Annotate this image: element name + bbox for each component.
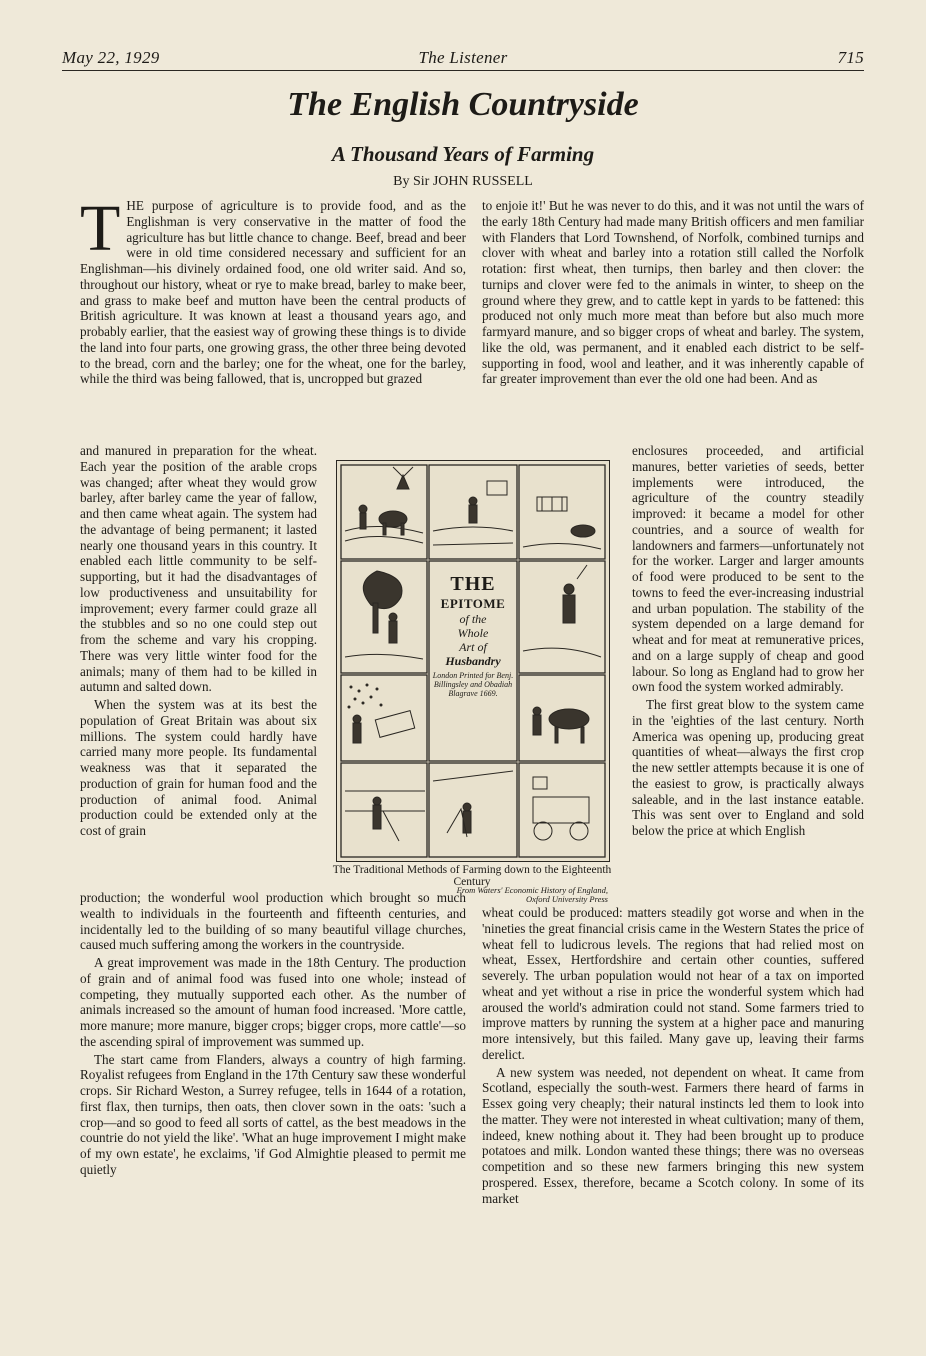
paragraph: production; the wonderful wool production which brought so much wealth to individuals in the fourteenth and fifteenth centuries, and incidentally led to the building of so many beautiful village churches, caused much suffering among the workers in the countryside.: [80, 890, 466, 953]
column-1-top: [80, 192, 466, 389]
woodcut-title-line: Art of: [459, 640, 487, 654]
paragraph: The start came from Flanders, always a country of high farming. Royalist refugees from England in the 17th Century saw these wonderful crops. Sir Richard Weston, a Surrey refugee, tells in 1644 of a rotation, first flax, then turnips, then oats, then clover sown in the oats: 'such a crop—and so good to feed all sorts of cattel, as the best meadows in the countrie do not yield the like'. 'What an huge improvement I might make of my own estate', he exclaims, 'if God Almightie pleased to permit me quietly: [80, 1051, 466, 1177]
paragraph: enclosures proceeded, and artificial manures, better varieties of seeds, better implements were introduced, the agriculture of the country steadily improved: it became a model for other countries, and a source of wealth for landowners and farmers—unfortunately not for the worker. Larger and larger amounts of food were produced to be sent to the towns to feed the ever-increasing industrial and urban population. The stability of the system depended on a large demand for wheat and for meat at remunerative prices, and on a large supply of cheap and good labour. So long as England had to grow her own food the system worked admirably.: [632, 443, 864, 695]
figure-caption: The Traditional Methods of Farming down to the Eighteenth Century: [332, 864, 612, 888]
column-2-narrow: [632, 443, 864, 841]
paragraph-text: HE purpose of agriculture is to provide food, and as the Englishman is very conservative in the matter of food the agriculture has but little chance to change. Beef, bread and beer were in old time considered necessary and sufficient for an Englishman—his divinely ordained food, one old writer said. And so, throughout our history, wheat or rye to make bread, barley to make beer, and grass to make beef and mutton have been the central products of British agriculture. It was known at least a thousand years ago, and probably earlier, that the easiest way of growing these things is to divide the land into four parts, one growing grass, the other three being devoted to the bread, corn and the barley; one for the wheat, one for the barley, while the third was being fallowed, that is, uncropped but grazed: [80, 198, 466, 387]
page-number: 715: [837, 48, 864, 67]
woodcut-title-line: EPITOME: [440, 596, 506, 611]
column-1-bottom: [80, 890, 466, 1180]
paragraph: A great improvement was made in the 18th Century. The production of grain and of animal food was fused into one whole; instead of competing, they mutually supported each other. As the number of animals increased so the amount of human food increased. 'More cattle, more manure; more manure, bigger crops; bigger crops, more cattle'—so the ascending spiral of improvement was summed up.: [80, 955, 466, 1049]
header-rule: [62, 70, 864, 71]
article-byline: By Sir JOHN RUSSELL: [393, 174, 533, 189]
issue-date: May 22, 1929: [62, 48, 160, 67]
column-2-top: [482, 198, 864, 389]
woodcut-imprint: London Printed for Benj. Billingsley and Obadiah Blagrave 1669.: [432, 671, 514, 698]
paragraph: wheat could be produced: matters steadily got worse and when in the 'nineties the great financial crisis came in the Western States the price of wheat fell to ludicrous levels. The regions that had relied most on wheat, Essex, Hertfordshire and certain other counties, suffered severely. The urban population would not hear of a tax on imported wheat and yet without a rise in price the wonderful system which had aroused the world's admiration could not stand. Some farmers tried to improve matters by running the system at a higher pace and manuring more intensively, but this failed. Many gave up, leaving their farms derelict.: [482, 905, 864, 1062]
publication-name: The Listener: [418, 48, 508, 67]
column-2-bottom: [482, 905, 864, 1208]
woodcut-title-line: of the: [459, 612, 487, 626]
drop-cap: T: [80, 192, 121, 265]
article-subtitle: A Thousand Years of Farming: [331, 142, 595, 166]
woodcut-title-line: Whole: [457, 626, 489, 640]
woodcut-title-panel: [427, 573, 519, 698]
figure-credit: From Waters' Economic History of England, Oxford University Press: [456, 885, 608, 904]
paragraph: The first great blow to the system came in the 'eighties of the last century. North America was opening up, producing great quantities of wheat—always the first crop the new settler attempts because it is one of the easiest to grow, is practically always saleable, and in the last instance eatable. This was sent over to England and sold below the price at which English: [632, 697, 864, 838]
column-1-narrow: [80, 443, 317, 841]
paragraph: When the system was at its best the population of Great Britain was about six millions. The system could hardly have carried many more people. Its fundamental weakness was that it separated the production of grain for human food and the production of animal food. Animal production could be extended only at the cost of grain: [80, 697, 317, 838]
woodcut-title-line: Husbandry: [445, 654, 501, 668]
paragraph: and manured in preparation for the wheat. Each year the position of the arable crops was changed; after wheat they would grow barley, after barley came the year of fallow, and then came wheat again. The system had the advantage of being permanent; it lasted nearly one thousand years in this country. It enabled each little community to be self-supporting, but it had the disadvantages of low productiveness and unsuitability for improvement; every farmer could graze all the stubbles and so no one could step out from the scheme and vary his cropping. There was very little winter food for the animals; many of them had to be killed in autumn and salted down.: [80, 443, 317, 695]
woodcut-illustration: [336, 460, 610, 862]
paragraph: [80, 192, 466, 387]
woodcut-title-line: THE: [450, 573, 496, 595]
paragraph: to enjoie it!' But he was never to do this, and it was not until the wars of the early 18th Century had made many British officers and men familiar with Flanders that Lord Townshend, of Norfolk, combined turnips and clover with wheat and barley into a rotation still called the Norfolk rotation: first wheat, then turnips, then barley and then clover: the turnips and clover were fed to the animals in winter, to sheep on the ground where they grew, and to cattle kept in yards to be fattened: this produced not only much more meat than before but also much more farmyard manure, and so bigger crops of wheat and barley. The system, like the old, was permanent, and it enabled each district to be self-supporting in food, wool and leather, and it was inherently capable of far greater improvement than ever the old one had been. And as: [482, 198, 864, 387]
article-title: The English Countryside: [287, 86, 639, 123]
paragraph: A new system was needed, not dependent on wheat. It came from Scotland, especially the south-west. Farmers there heard of farms in Essex going very cheaply; their natural instincts led them to look into the matter. They were not interested in wheat cultivation; many of them, indeed, knew nothing about it. They had been brought up to produce potatoes and milk. London wanted these things; there was no overseas competition and so these new farmers bringing this new system prospered. Essex, therefore, became a Scotch colony. In some of its market: [482, 1064, 864, 1206]
